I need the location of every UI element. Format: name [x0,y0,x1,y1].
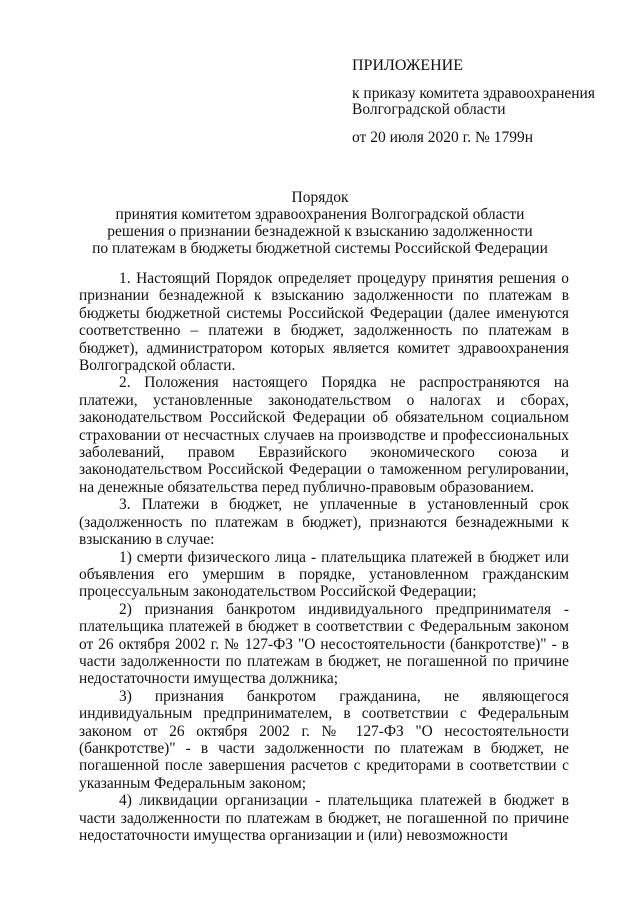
appendix-line-1: к приказу комитета здравоохранения [352,85,595,102]
appendix-title: ПРИЛОЖЕНИЕ [352,57,464,74]
list-item-1: 1) смерти физического лица - плательщика платежей в бюджет или объявления его умершим в порядке, установленном гражданским процессуальным законодательством Российской Федерации; [79,548,569,601]
document-subtitle-line-2: решения о признании безнадежной к взысканию задолженности [107,223,533,240]
document-title-block [60,189,580,257]
appendix-line-2: Волгоградской области [352,101,506,118]
paragraph-3: 3. Платежи в бюджет, не уплаченные в установленный срок (задолженность по платежам в бюджет), признаются безнадежными к взысканию в случае: [79,496,569,549]
paragraph-1: 1. Настоящий Порядок определяет процедуру принятия решения о признании безнадежной к взысканию задолженности по платежам в бюджеты бюджетной системы Российской Федерации (далее именуются соответственно – платежи в бюджет, задолженность по платежам в бюджет), администратором которых является комитет здравоохранения Волгоградской области. [79,270,569,375]
document-subtitle-line-1: принятия комитетом здравоохранения Волгоградской области [115,206,525,223]
document-subtitle-line-3: по платежам в бюджеты бюджетной системы Российской Федерации [92,240,548,257]
paragraph-2: 2. Положения настоящего Порядка не распространяются на платежи, установленные законодательством о налогах и сборах, законодательством Российской Федерации об обязательном социальном страховании от несчастных случаев на производстве и профессиональных заболеваний, правом Евразийского экономического союза и законодательством Российской Федерации о таможенном регулировании, на денежные обязательства перед публично-правовым образованием. [79,374,569,496]
document-body [79,270,569,844]
appendix-date: от 20 июля 2020 г. № 1799н [352,129,533,146]
list-item-4: 4) ликвидации организации - плательщика платежей в бюджет в части задолженности по платежам в бюджет, не погашенной по причине недостаточности имущества организации и (или) невозможности [79,792,569,844]
document-heading: Порядок [291,189,349,206]
appendix-block [352,58,612,146]
list-item-2: 2) признания банкротом индивидуального предпринимателя - плательщика платежей в бюджет в соответствии с Федеральным законом от 26 октября 2002 г. № 127-ФЗ "О несостоятельности (банкротстве)" - в части задолженности по платежам в бюджет, не погашенной по причине недостаточности имущества должника; [79,600,569,688]
list-item-3: 3) признания банкротом гражданина, не являющегося индивидуальным предпринимателем, в соответствии с Федеральным законом от 26 октября 2002 г. № 127-ФЗ "О несостоятельности (банкротстве)" - в части задолженности по платежам в бюджет, не погашенной после завершения расчетов с кредиторами в соответствии с указанным Федеральным законом; [79,687,569,792]
